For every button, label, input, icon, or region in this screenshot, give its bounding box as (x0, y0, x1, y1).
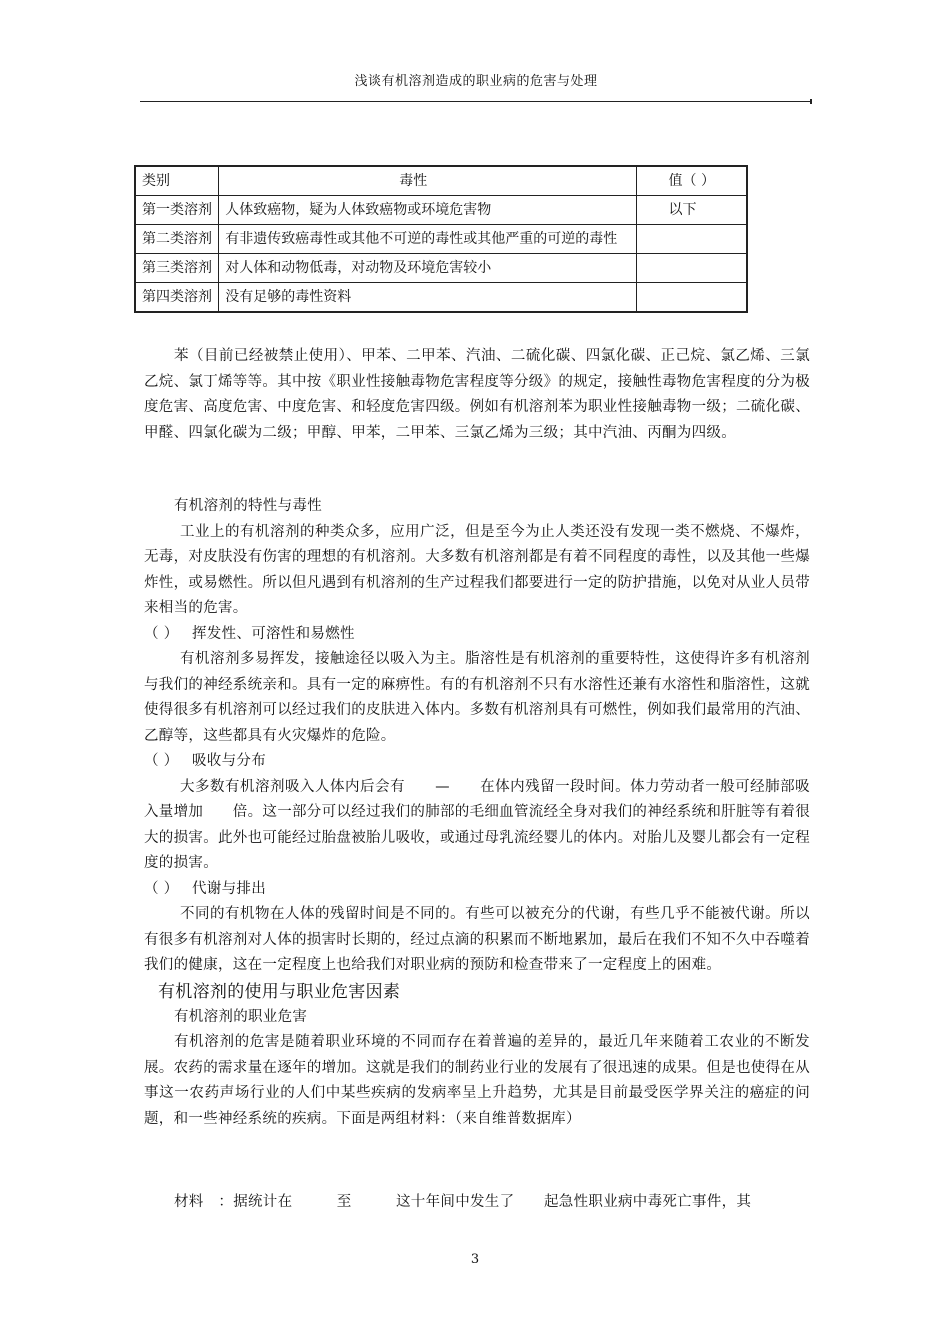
header-rule (140, 101, 812, 102)
table-header-cell: 值（ ） (636, 166, 747, 196)
item-title: 吸收与分布 (192, 753, 266, 769)
table-header-cell: 毒性 (219, 166, 636, 196)
body-paragraph: 工业上的有机溶剂的种类众多，应用广泛，但是至今为止人类还没有发现一类不燃烧、不爆炸，无毒，对皮肤没有伤害的理想的有机溶剂。大多数有机溶剂都是有着不同程度的毒性，以及其他一些爆炸性，或易燃性。所以但凡遇到有机溶剂的生产过程我们都要进行一定的防护措施，以免对从业人员带来相当的危害。 (144, 523, 810, 616)
body-paragraph: 大多数有机溶剂吸入人体内后会有 — 在体内残留一段时间。体力劳动者一般可经肺部吸入量增加 倍。这一部分可以经过我们的肺部的毛细血管流经全身对我们的神经系统和肝脏等有着很大的损害。此外也可能经过胎盘被胎儿吸收，或通过母乳流经婴儿的体内。对胎儿及婴儿都会有一定程度的损害。 (144, 778, 810, 871)
subsection-heading: 有机溶剂的特性与毒性 (174, 498, 322, 514)
solvent-class-table (134, 165, 748, 313)
item-heading (144, 877, 810, 903)
body-paragraph: 有机溶剂的危害是随着职业环境的不同而存在着普遍的差异的，最近几年来随着工农业的不断发展。农药的需求量在逐年的增加。这就是我们的制药业行业的发展有了很迅速的成果。但是也使得在从事这一农药声场行业的人们中某些疾病的发病率呈上升趋势，尤其是目前最受医学界关注的癌症的问题，和一些神经系统的疾病。下面是两组材料：（来自维普数据库） (144, 1034, 810, 1127)
table-cell: 以下 (636, 196, 747, 225)
body-paragraph: 苯（目前已经被禁止使用）、甲苯、二甲苯、汽油、二硫化碳、四氯化碳、正己烷、氯乙烯、三氯乙烷、氯丁烯等等。其中按《职业性接触毒物危害程度等分级》的规定，接触性毒物危害程度的分为极度危害、高度危害、中度危害、和轻度危害四级。例如有机溶剂苯为职业性接触毒物一级；二硫化碳、甲醛、四氯化碳为二级；甲醇、甲苯，二甲苯、三氯乙烯为三级；其中汽油、丙酮为四级。 (144, 348, 810, 441)
item-title: 挥发性、可溶性和易燃性 (192, 625, 355, 642)
table-cell (636, 254, 747, 283)
section-heading: 有机溶剂的使用与职业危害因素 (158, 981, 401, 1002)
table-cell: 第一类溶剂 (135, 196, 219, 225)
table-cell: 第三类溶剂 (135, 254, 219, 283)
section-properties (144, 494, 810, 1132)
item-heading (144, 749, 810, 775)
table-cell (636, 225, 747, 254)
subsection-heading: 有机溶剂的职业危害 (174, 1008, 308, 1025)
table-header-cell: 类别 (135, 166, 219, 196)
material-paragraph (144, 1190, 810, 1216)
table-cell: 没有足够的毒性资料 (219, 283, 636, 313)
table-row (135, 196, 747, 225)
item-title: 代谢与排出 (192, 880, 266, 897)
table-cell: 第四类溶剂 (135, 283, 219, 313)
table-cell: 对人体和动物低毒，对动物及环境危害较小 (219, 254, 636, 283)
item-number: （ ） (144, 625, 179, 642)
body-paragraph: 材料 ：据统计在 至 这十年间中发生了 起急性职业病中毒死亡事件，其 (174, 1194, 752, 1210)
table-row (135, 225, 747, 254)
body-paragraph: 有机溶剂多易挥发，接触途径以吸入为主。脂溶性是有机溶剂的重要特性，这使得许多有机溶剂与我们的神经系统亲和。具有一定的麻痹性。有的有机溶剂不只有水溶性还兼有水溶性和脂溶性，这就使得很多有机溶剂可以经过我们的皮肤进入体内。多数有机溶剂具有可燃性，例如我们最常用的汽油、乙醇等，这些都具有火灾爆炸的危险。 (144, 651, 810, 744)
table-row (135, 254, 747, 283)
paragraph-solvent-list (144, 344, 810, 446)
item-heading (144, 622, 810, 648)
body-paragraph: 不同的有机物在人体的残留时间是不同的。有些可以被充分的代谢，有些几乎不能被代谢。所以有很多有机溶剂对人体的损害时长期的，经过点滴的积累而不断地累加，最后在我们不知不久中吞噬着我们的健康，这在一定程度上也给我们对职业病的预防和检查带来了一定程度上的困难。 (144, 906, 810, 973)
table-cell (636, 283, 747, 313)
table-cell: 第二类溶剂 (135, 225, 219, 254)
header-rule-mark (810, 99, 812, 104)
item-number: （ ） (144, 753, 179, 769)
table-cell: 人体致癌物，疑为人体致癌物或环境危害物 (219, 196, 636, 225)
table-cell: 有非遗传致癌毒性或其他不可逆的毒性或其他严重的可逆的毒性 (219, 225, 636, 254)
table-header-row (135, 166, 747, 196)
running-header: 浅谈有机溶剂造成的职业病的危害与处理 (354, 74, 598, 89)
page-number: 3 (470, 1252, 480, 1267)
item-number: （ ） (144, 880, 179, 897)
table-row (135, 283, 747, 313)
